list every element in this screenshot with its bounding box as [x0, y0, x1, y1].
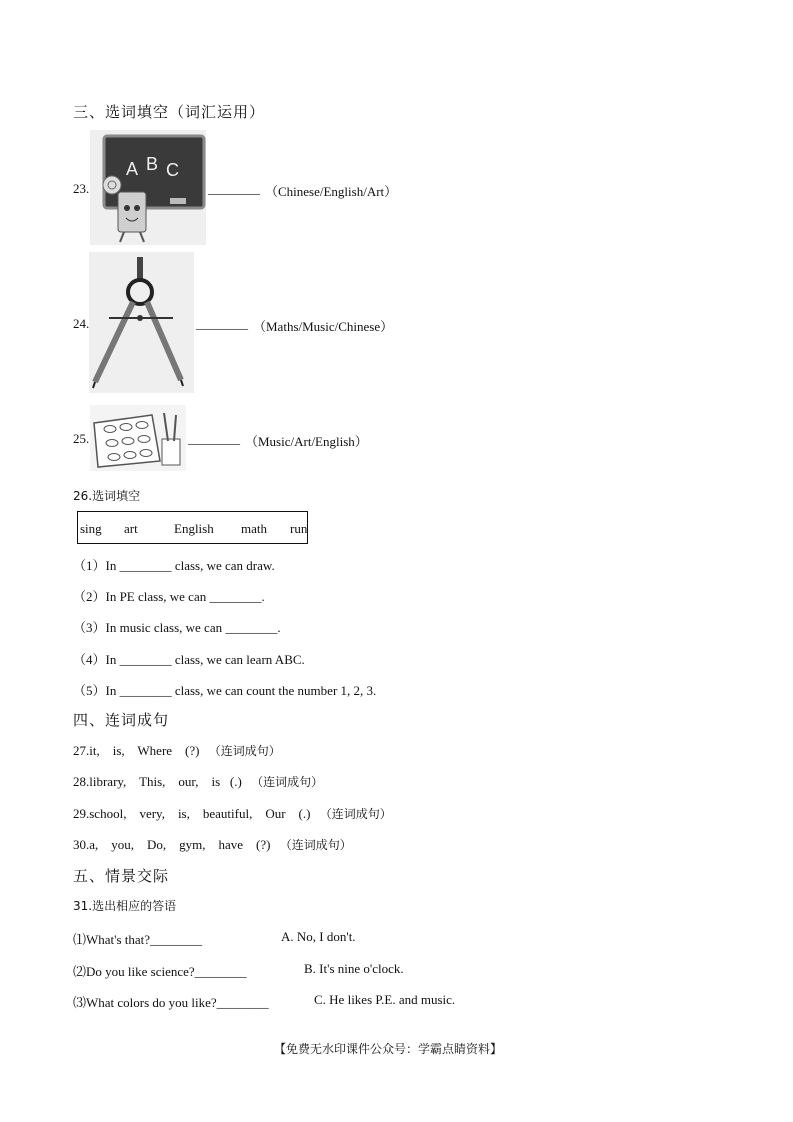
q23-blackboard-image: [90, 130, 206, 245]
q31-question-2: ⑵Do you like science?________: [73, 964, 247, 979]
word-bank-item: math: [241, 521, 267, 536]
palette-illustration: [90, 405, 186, 471]
blackboard-illustration: [90, 130, 206, 245]
q31-question-3: ⑶What colors do you like?________: [73, 995, 269, 1010]
q25-number: 25.: [73, 431, 90, 446]
q26-item-5: （5）In ________ class, we can count the number 1, 2, 3.: [73, 683, 377, 698]
word-bank-item: sing: [80, 521, 102, 536]
q27: [73, 742, 281, 759]
q30-words: 30.a, you, Do, gym, have (?): [73, 837, 271, 852]
q31-answer-a: A. No, I don't.: [281, 929, 356, 944]
word-bank-item: English: [174, 521, 214, 536]
q25-paint-palette-image: [90, 405, 186, 471]
q26-item-3: （3）In music class, we can ________.: [73, 620, 281, 635]
q30-note: （连词成句）: [279, 838, 352, 852]
q24-blank: ________: [196, 316, 248, 331]
q28: [73, 773, 323, 790]
q27-words: 27.it, is, Where (?): [73, 743, 200, 758]
q25-options: （Music/Art/English）: [245, 434, 368, 449]
q29: [73, 805, 392, 822]
letter-a: A: [126, 159, 139, 179]
q26-item-1: （1）In ________ class, we can draw.: [73, 558, 275, 573]
q24-options: （Maths/Music/Chinese）: [253, 319, 394, 334]
q31-question-1: ⑴What's that?________: [73, 932, 203, 947]
letter-b: B: [146, 154, 159, 174]
q26-title: 26.选词填空: [73, 489, 141, 503]
word-bank-item: run: [290, 521, 308, 536]
q25-blank: ________: [188, 431, 240, 446]
q23-blank: ________: [208, 181, 260, 196]
q31-answer-c: C. He likes P.E. and music.: [314, 992, 456, 1007]
q23-number: 23.: [73, 181, 90, 196]
q27-note: （连词成句）: [208, 744, 281, 758]
q31-answer-b: B. It's nine o'clock.: [304, 961, 404, 976]
q26-item-4: （4）In ________ class, we can learn ABC.: [73, 652, 305, 667]
word-bank-item: art: [124, 521, 138, 536]
q29-note: （连词成句）: [319, 807, 392, 821]
section-5-title: 五、情景交际: [73, 867, 170, 885]
q31-title: 31.选出相应的答语: [73, 899, 177, 913]
q26-item-2: （2）In PE class, we can ________.: [73, 589, 265, 604]
letter-c: C: [166, 160, 179, 180]
q28-words: 28.library, This, our, is (.): [73, 774, 242, 789]
q29-words: 29.school, very, is, beautiful, Our (.): [73, 806, 311, 821]
section-3-title: 三、选词填空（词汇运用）: [73, 103, 266, 121]
q24-number: 24.: [73, 316, 90, 331]
compass-illustration: [89, 252, 194, 393]
q28-note: （连词成句）: [251, 775, 324, 789]
word-bank-box: [77, 511, 308, 544]
q24-compass-image: [89, 252, 194, 393]
footer-note: 【免费无水印课件公众号：学霸点睛资料】: [274, 1042, 503, 1056]
q30: [73, 836, 352, 853]
section-4-title: 四、连词成句: [73, 711, 170, 729]
q23-options: （Chinese/English/Art）: [265, 184, 398, 199]
